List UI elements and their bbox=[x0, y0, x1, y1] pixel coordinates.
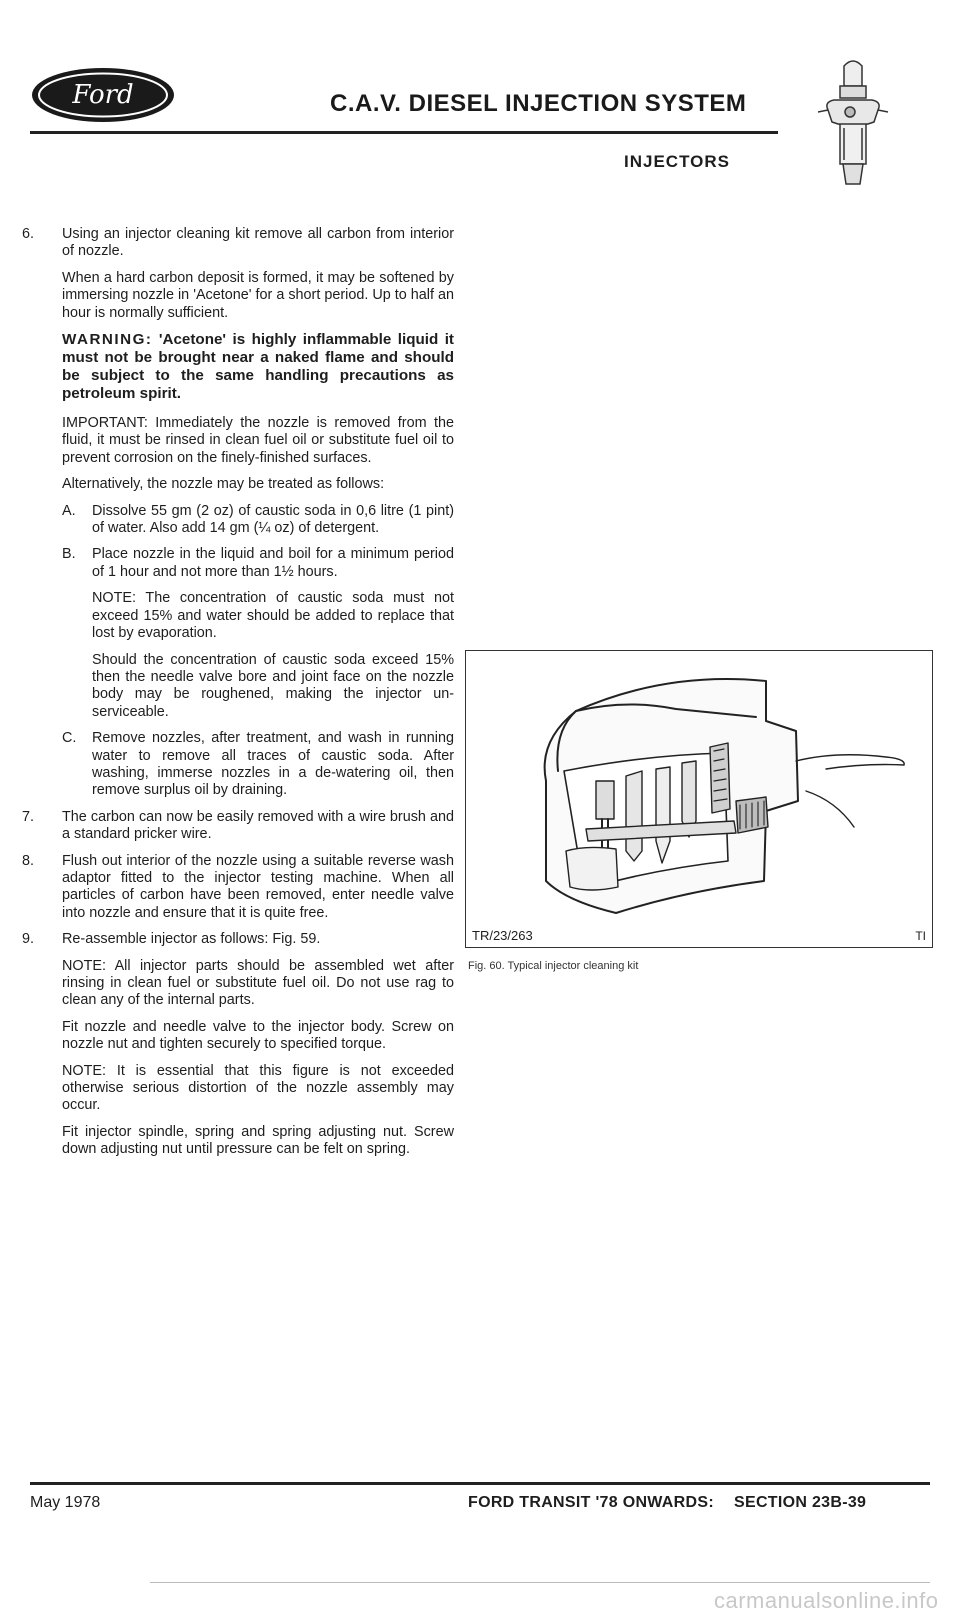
step-number: 8. bbox=[22, 852, 35, 869]
header-rule bbox=[30, 131, 778, 134]
note-assembly: NOTE: All injector parts should be assembled wet after rinsing in clean fuel or substitute fuel oil. Do not use rag to clean any of the internal parts. bbox=[62, 957, 454, 1009]
substep-c bbox=[62, 730, 454, 800]
substep-text: Place nozzle in the liquid and boil for a minimum period of 1 hour and not more than 1½ hours. bbox=[92, 546, 454, 580]
figure-mark: TI bbox=[915, 929, 926, 943]
footer-publication: FORD TRANSIT '78 ONWARDS: bbox=[468, 1494, 714, 1511]
warning-text: 'Acetone' is highly inflammable liquid it must not be brought near a naked flame and should be subject to the same handling precautions as petroleum spirit. bbox=[62, 331, 454, 403]
watermark: carmanualsonline.info bbox=[714, 1588, 939, 1613]
substep-b bbox=[62, 546, 454, 721]
paragraph-hard-carbon: When a hard carbon deposit is formed, it may be softened by immersing nozzle in 'Acetone' for a short period. Up to half an hour is normally sufficient. bbox=[62, 269, 454, 321]
warning-label: WARNING: bbox=[62, 331, 153, 349]
injector-icon bbox=[814, 52, 892, 194]
footer-rule bbox=[30, 1482, 930, 1485]
footer-divider bbox=[150, 1582, 930, 1583]
ford-logo-text: Ford bbox=[72, 80, 134, 110]
procedure-text bbox=[22, 226, 454, 1168]
step-number: 6. bbox=[22, 226, 35, 242]
warning-note bbox=[62, 331, 454, 403]
step-text: Using an injector cleaning kit remove all carbon from interior of nozzle. bbox=[62, 226, 454, 260]
paragraph-fit-nozzle: Fit nozzle and needle valve to the injector body. Screw on nozzle nut and tighten securely to specified torque. bbox=[62, 1018, 454, 1053]
step-number: 9. bbox=[22, 931, 35, 948]
substep-note-2: Should the concentration of caustic soda exceed 15% then the needle valve bore and joint face on the nozzle body may be roughened, making the injector un-serviceable. bbox=[92, 651, 454, 720]
step-6 bbox=[22, 226, 454, 800]
section-name: INJECTORS bbox=[624, 152, 730, 171]
page-title: C.A.V. DIESEL INJECTION SYSTEM bbox=[330, 90, 747, 117]
cleaning-kit-illustration bbox=[466, 651, 932, 947]
footer-date: May 1978 bbox=[30, 1494, 101, 1511]
figure-caption: Fig. 60. Typical injector cleaning kit bbox=[468, 960, 639, 972]
substep-letter: B. bbox=[62, 546, 76, 563]
figure-reference: TR/23/263 bbox=[472, 928, 533, 943]
paragraph-alternative: Alternatively, the nozzle may be treated as follows: bbox=[62, 476, 385, 493]
figure-cleaning-kit bbox=[465, 650, 933, 948]
footer-section: SECTION 23B-39 bbox=[734, 1494, 867, 1511]
substep-a bbox=[62, 503, 454, 538]
substep-note: NOTE: The concentration of caustic soda must not exceed 15% and water should be added to replace that lost by evaporation. bbox=[92, 590, 454, 642]
step-7 bbox=[22, 809, 454, 844]
paragraph-fit-spindle: Fit injector spindle, spring and spring adjusting nut. Screw down adjusting nut until pressure can be felt on spring. bbox=[62, 1123, 454, 1158]
step-9 bbox=[22, 931, 454, 1158]
step-text: Re-assemble injector as follows: Fig. 59. bbox=[62, 931, 321, 948]
step-text: The carbon can now be easily removed with a wire brush and a standard pricker wire. bbox=[62, 808, 454, 843]
substep-letter: C. bbox=[62, 730, 77, 747]
step-number: 7. bbox=[22, 808, 35, 825]
substep-text: Dissolve 55 gm (2 oz) of caustic soda in 0,6 litre (1 pint) of water. Also add 14 gm (¼ oz) of detergent. bbox=[92, 502, 454, 537]
paragraph-important: IMPORTANT: Immediately the nozzle is removed from the fluid, it must be rinsed in clean fuel oil or substitute fuel oil to prevent corrosion on the finely-finished surfaces. bbox=[62, 415, 454, 466]
ford-logo bbox=[30, 66, 176, 124]
substep-text: Remove nozzles, after treatment, and wash in running water to remove all traces of caustic soda. After washing, immerse nozzles in a de-watering oil, then remove surplus oil by draining. bbox=[92, 730, 454, 799]
note-torque: NOTE: It is essential that this figure is not exceeded otherwise serious distortion of the nozzle assembly may occur. bbox=[62, 1062, 454, 1114]
substep-letter: A. bbox=[62, 502, 76, 519]
step-text: Flush out interior of the nozzle using a suitable reverse wash adaptor fitted to the injector testing machine. When all particles of carbon have been removed, enter needle valve into nozzle and ensure that it is quite free. bbox=[62, 852, 454, 921]
step-8 bbox=[22, 853, 454, 923]
